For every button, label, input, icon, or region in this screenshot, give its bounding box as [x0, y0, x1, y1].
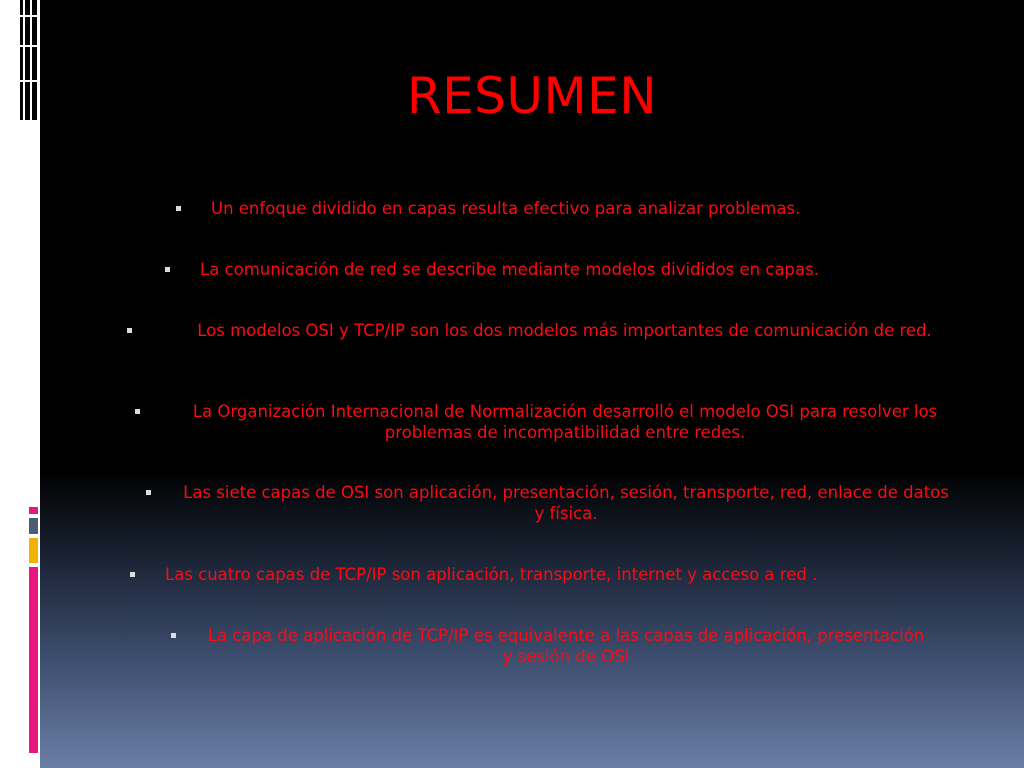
accent-bar-pink	[29, 567, 38, 753]
bullet-text: La comunicación de red se describe mediante modelos divididos en capas.	[200, 260, 819, 279]
bullet-text: Las siete capas de OSI son aplicación, presentación, sesión, transporte, red, enlace de datos y física.	[183, 483, 949, 523]
bullet-item-3	[127, 320, 967, 341]
bullet-text: Un enfoque dividido en capas resulta efectivo para analizar problemas.	[211, 199, 801, 218]
square-bullet-icon	[130, 572, 135, 577]
bullet-text: Los modelos OSI y TCP/IP son los dos modelos más importantes de comunicación de red.	[197, 321, 932, 340]
accent-bar-pink-top	[29, 507, 38, 514]
bullet-text: Las cuatro capas de TCP/IP son aplicación, transporte, internet y acceso a red .	[165, 565, 818, 584]
bullet-text: La Organización Internacional de Normalización desarrolló el modelo OSI para resolver los problemas de incompatibilidad entre redes.	[192, 402, 938, 442]
bullet-item-2	[165, 259, 945, 280]
slide-title: RESUMEN	[406, 67, 658, 125]
square-bullet-icon	[176, 206, 181, 211]
accent-bar-gray	[29, 518, 38, 534]
bullet-item-1	[176, 198, 936, 219]
bullet-text: La capa de aplicación de TCP/IP es equivalente a las capas de aplicación, presentación y sesión de OSI	[207, 626, 925, 666]
square-bullet-icon	[171, 633, 176, 638]
accent-bar-yellow	[29, 538, 38, 563]
square-bullet-icon	[146, 490, 151, 495]
bullet-item-6	[130, 564, 970, 585]
bars-logo-icon	[0, 0, 40, 130]
side-strip	[0, 0, 40, 768]
square-bullet-icon	[135, 409, 140, 414]
bullet-item-5	[146, 482, 956, 524]
square-bullet-icon	[165, 267, 170, 272]
square-bullet-icon	[127, 328, 132, 333]
bullet-item-4	[135, 401, 965, 443]
bullet-item-7	[171, 625, 961, 667]
